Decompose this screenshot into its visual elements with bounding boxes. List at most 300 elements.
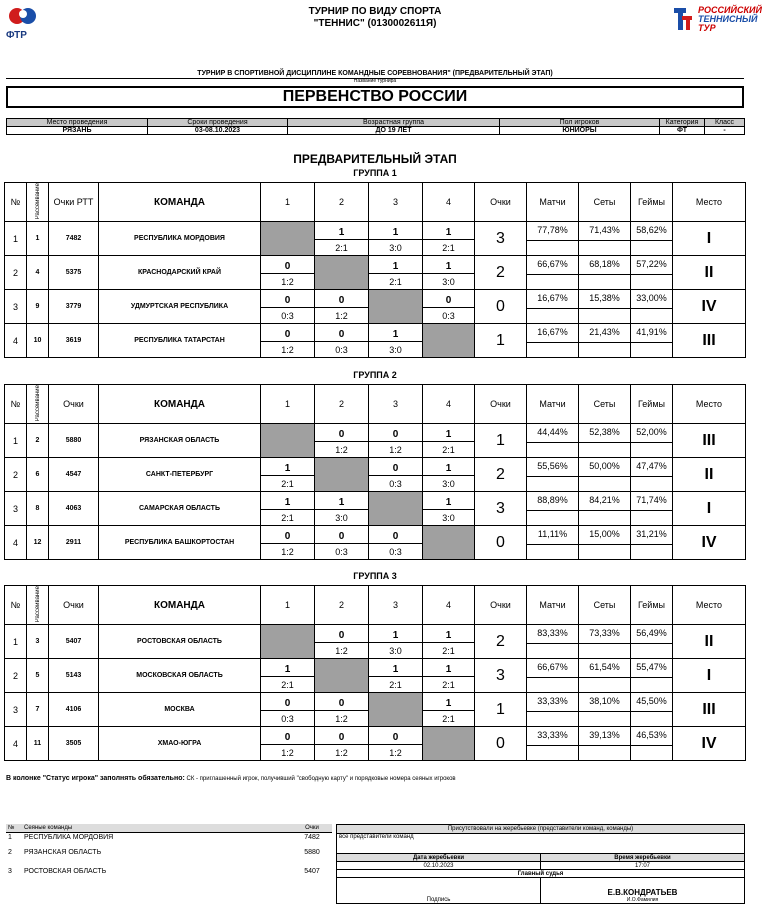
match-score: 1:2 [335,713,348,724]
match-result [315,324,369,358]
team-matches-pct: 33,33% [527,727,578,746]
draw-time: 17:07 [541,862,745,870]
header-opponent: 3 [369,385,423,424]
referee-block [541,878,745,904]
team-sets-pct: 15,00% [579,526,630,545]
header-seed-label: Рассеивание [34,183,41,220]
team-sets-pct: 68,18% [579,256,630,275]
team-matches [527,222,579,256]
match-score: 2:1 [442,645,455,656]
match-result [423,458,475,492]
team-name: РОСТОВСКАЯ ОБЛАСТЬ [99,625,261,659]
team-seed: 11 [27,727,49,761]
match-win: 0 [315,727,368,745]
referee-name: Е.В.КОНДРАТЬЕВ [607,888,678,897]
info-venue: РЯЗАНЬ [7,127,148,135]
team-row [5,424,746,458]
group-header-row [5,586,746,625]
team-sets-pct: 15,38% [579,290,630,309]
seeded-row [6,832,332,843]
match-score: 0:3 [281,310,294,321]
match-result [369,256,423,290]
team-row [5,458,746,492]
header-opponent: 2 [315,586,369,625]
match-result [369,526,423,560]
header-team: КОМАНДА [99,385,261,424]
team-no: 4 [5,526,27,560]
team-games-pct: 47,47% [631,458,672,477]
team-no: 1 [5,424,27,458]
match-result [423,492,475,526]
team-matches [527,324,579,358]
match-win: 0 [315,424,368,442]
seeded-header-no: № [6,824,22,832]
team-row [5,256,746,290]
team-games [631,256,673,290]
team-place: III [673,324,746,358]
team-games-pct: 31,21% [631,526,672,545]
team-place: II [673,256,746,290]
team-games [631,526,673,560]
pct-blank [527,678,578,693]
header-opponent: 4 [423,183,475,222]
seeded-points: 7482 [304,834,320,842]
team-place: I [673,659,746,693]
match-result [261,727,315,761]
match-result [261,526,315,560]
match-result [261,290,315,324]
group-title: ГРУППА 2 [353,370,397,380]
pct-blank [631,343,672,358]
pct-blank [631,275,672,290]
team-row [5,727,746,761]
ftr-logo [4,4,44,40]
team-matches [527,526,579,560]
signature-label: Подпись [337,878,541,904]
team-sets [579,693,631,727]
match-win: 0 [423,290,474,308]
team-games [631,659,673,693]
pct-blank [631,545,672,560]
match-result [315,492,369,526]
header-seed-label: Рассеивание [34,385,41,422]
team-seed: 7 [27,693,49,727]
pct-blank [579,241,630,256]
referee-label: Главный судья [337,870,745,878]
team-matches-pct: 83,33% [527,625,578,644]
team-matches-pct: 44,44% [527,424,578,443]
match-win: 0 [315,693,368,711]
match-result [261,324,315,358]
team-games [631,222,673,256]
self-cell [369,693,423,727]
team-sets [579,727,631,761]
match-result [423,222,475,256]
header-no: № [5,586,27,625]
pct-blank [527,477,578,492]
match-result [423,693,475,727]
match-result [261,256,315,290]
header-opponent: 1 [261,586,315,625]
header-opponent: 2 [315,183,369,222]
info-header-gender: Пол игроков [500,119,660,127]
team-seed: 6 [27,458,49,492]
team-games [631,324,673,358]
team-matches-pct: 16,67% [527,290,578,309]
team-seed: 4 [27,256,49,290]
pct-blank [631,746,672,761]
header-line1: ТУРНИР ПО ВИДУ СПОРТА [308,6,442,17]
header-seed [27,183,49,222]
seeded-header-points: Очки [292,824,332,832]
match-score: 1:2 [281,747,294,758]
team-row [5,290,746,324]
seeded-teams-table [6,824,332,881]
match-win: 1 [423,458,474,476]
team-no: 2 [5,458,27,492]
match-score: 2:1 [442,242,455,253]
team-name: САМАРСКАЯ ОБЛАСТЬ [99,492,261,526]
pct-blank [527,511,578,526]
team-sets [579,625,631,659]
draw-date-label: Дата жеребьевки [337,854,541,862]
team-points: 0 [475,727,527,761]
team-sets [579,492,631,526]
team-points: 1 [475,693,527,727]
header-points: Очки [475,183,527,222]
match-result [369,324,423,358]
match-score: 1:2 [335,747,348,758]
seeded-row [6,843,332,862]
team-place: IV [673,290,746,324]
team-matches [527,625,579,659]
team-matches-pct: 77,78% [527,222,578,241]
match-win: 1 [423,693,474,711]
header-no: № [5,385,27,424]
rtt-logo-line1: РОССИЙСКИЙ [698,5,762,15]
team-matches-pct: 55,56% [527,458,578,477]
match-score: 0:3 [335,344,348,355]
team-games [631,727,673,761]
header-opponent: 3 [369,183,423,222]
self-cell [315,256,369,290]
match-result [423,659,475,693]
self-cell [315,659,369,693]
match-score: 2:1 [389,276,402,287]
team-points: 2 [475,625,527,659]
team-name: РЯЗАНСКАЯ ОБЛАСТЬ [99,424,261,458]
match-score: 1:2 [281,546,294,557]
team-rating: 5880 [49,424,99,458]
header-place: Место [673,586,746,625]
team-row [5,492,746,526]
pct-blank [527,712,578,727]
team-no: 3 [5,492,27,526]
team-seed: 2 [27,424,49,458]
header-points: Очки [475,385,527,424]
info-header-venue: Место проведения [7,119,148,127]
team-games [631,290,673,324]
match-score: 3:0 [442,478,455,489]
team-rating: 4063 [49,492,99,526]
pct-blank [579,275,630,290]
team-games-pct: 45,50% [631,693,672,712]
team-seed: 1 [27,222,49,256]
header-matches: Матчи [527,385,579,424]
header-seed [27,586,49,625]
info-age: ДО 19 ЛЕТ [288,127,500,135]
match-win: 1 [369,324,422,342]
match-win: 1 [315,222,368,240]
team-no: 2 [5,256,27,290]
pct-blank [579,343,630,358]
team-points: 2 [475,458,527,492]
team-rating: 3779 [49,290,99,324]
pct-blank [579,678,630,693]
match-win: 0 [369,424,422,442]
match-result [315,222,369,256]
pct-blank [527,746,578,761]
team-sets-pct: 84,21% [579,492,630,511]
status-note [6,775,456,782]
match-score: 0:3 [335,546,348,557]
header-matches: Матчи [527,183,579,222]
pct-blank [579,511,630,526]
header-games: Геймы [631,385,673,424]
match-score: 1:2 [335,645,348,656]
match-result [423,256,475,290]
team-rating: 3619 [49,324,99,358]
team-points: 1 [475,424,527,458]
match-score: 2:1 [335,242,348,253]
header-opponent: 3 [369,586,423,625]
self-cell [369,492,423,526]
match-win: 0 [315,290,368,308]
team-name: УДМУРТСКАЯ РЕСПУБЛИКА [99,290,261,324]
team-sets-pct: 39,13% [579,727,630,746]
pct-blank [579,644,630,659]
status-note-text: СК - приглашенный игрок, получивший "свободную карту" и порядковые номера сеяных игроков [186,776,456,782]
match-win: 0 [369,526,422,544]
match-result [369,424,423,458]
present-header: Присутствовали на жеребьевке (представители команд, команды) [337,825,745,834]
info-class: - [705,127,745,135]
match-win: 0 [261,727,314,745]
pct-blank [631,241,672,256]
group-table [4,585,746,761]
present-value: все представители команд [337,834,745,854]
match-win: 1 [261,492,314,510]
header-sets: Сеты [579,385,631,424]
self-cell [261,222,315,256]
team-name: РЕСПУБЛИКА БАШКОРТОСТАН [99,526,261,560]
team-sets [579,526,631,560]
match-win: 0 [261,256,314,274]
match-score: 2:1 [389,679,402,690]
team-matches-pct: 16,67% [527,324,578,343]
team-matches-pct: 66,67% [527,659,578,678]
pct-blank [579,545,630,560]
pct-blank [527,241,578,256]
match-result [423,424,475,458]
match-score: 1:2 [281,344,294,355]
seeded-no: 3 [8,868,12,875]
match-result [369,625,423,659]
match-score: 0:3 [389,546,402,557]
match-result [369,458,423,492]
header-sets: Сеты [579,183,631,222]
team-rating: 5375 [49,256,99,290]
pct-blank [579,443,630,458]
header-team: КОМАНДА [99,586,261,625]
match-result [261,458,315,492]
self-cell [423,324,475,358]
name-caption: Название турнира [353,78,397,84]
team-seed: 10 [27,324,49,358]
match-score: 2:1 [442,713,455,724]
team-seed: 5 [27,659,49,693]
team-matches [527,727,579,761]
team-points: 2 [475,256,527,290]
header-place: Место [673,183,746,222]
team-sets [579,424,631,458]
team-no: 1 [5,625,27,659]
team-no: 3 [5,693,27,727]
match-win: 1 [369,222,422,240]
pct-blank [579,746,630,761]
match-win: 1 [423,492,474,510]
match-score: 1:2 [389,747,402,758]
team-sets-pct: 61,54% [579,659,630,678]
group-title: ГРУППА 1 [353,168,397,178]
seeded-no: 1 [8,834,12,842]
header-team: КОМАНДА [99,183,261,222]
match-win: 1 [423,222,474,240]
team-sets-pct: 71,43% [579,222,630,241]
header-seed-label: Рассеивание [34,586,41,623]
team-games-pct: 46,53% [631,727,672,746]
match-win: 0 [261,290,314,308]
match-score: 1:2 [281,276,294,287]
team-place: I [673,222,746,256]
header-points-rtt: Очки [49,586,99,625]
match-result [315,727,369,761]
seeded-row [6,862,332,881]
pct-blank [631,443,672,458]
team-seed: 12 [27,526,49,560]
match-score: 3:0 [442,512,455,523]
header-games: Геймы [631,586,673,625]
team-matches [527,693,579,727]
match-score: 3:0 [389,242,402,253]
team-sets [579,324,631,358]
team-place: IV [673,526,746,560]
match-score: 1:2 [389,444,402,455]
team-sets-pct: 21,43% [579,324,630,343]
seeded-no: 2 [8,849,12,856]
match-win: 1 [369,659,422,677]
info-header-category: Категория [660,119,705,127]
team-matches [527,424,579,458]
team-points: 3 [475,659,527,693]
team-place: IV [673,727,746,761]
team-sets [579,458,631,492]
stage-title: ПРЕДВАРИТЕЛЬНЫЙ ЭТАП [293,152,457,166]
team-rating: 5407 [49,625,99,659]
match-score: 2:1 [281,679,294,690]
match-win: 0 [369,458,422,476]
header-games: Геймы [631,183,673,222]
match-win: 0 [261,324,314,342]
seeded-team: РОСТОВСКАЯ ОБЛАСТЬ [24,868,107,875]
team-matches [527,659,579,693]
header-seed [27,385,49,424]
team-games [631,458,673,492]
group-header-row [5,385,746,424]
info-dates: 03-08.10.2023 [148,127,288,135]
team-row [5,222,746,256]
draw-date: 02.10.2023 [337,862,541,870]
pct-blank [527,545,578,560]
pct-blank [527,343,578,358]
team-games-pct: 52,00% [631,424,672,443]
team-points: 0 [475,526,527,560]
team-matches-pct: 11,11% [527,526,578,545]
match-score: 3:0 [389,344,402,355]
self-cell [423,526,475,560]
self-cell [423,727,475,761]
match-result [369,222,423,256]
team-place: II [673,625,746,659]
team-rating: 5143 [49,659,99,693]
match-win: 1 [423,424,474,442]
match-win: 1 [369,256,422,274]
header-no: № [5,183,27,222]
header-opponent: 1 [261,183,315,222]
page-header [200,6,550,30]
team-games-pct: 41,91% [631,324,672,343]
header-place: Место [673,385,746,424]
match-result [315,625,369,659]
team-rating: 4106 [49,693,99,727]
team-matches [527,492,579,526]
team-no: 4 [5,324,27,358]
match-score: 2:1 [442,679,455,690]
team-no: 4 [5,727,27,761]
team-place: II [673,458,746,492]
team-seed: 9 [27,290,49,324]
match-win: 1 [423,625,474,643]
team-rating: 2911 [49,526,99,560]
match-win: 0 [315,625,368,643]
header-matches: Матчи [527,586,579,625]
match-win: 0 [261,693,314,711]
pct-blank [527,443,578,458]
info-header-class: Класс [705,119,745,127]
match-result [369,727,423,761]
header-opponent: 4 [423,586,475,625]
pct-blank [631,644,672,659]
match-win: 1 [423,256,474,274]
match-score: 2:1 [442,444,455,455]
match-win: 0 [261,526,314,544]
pct-blank [579,477,630,492]
team-place: I [673,492,746,526]
team-sets [579,222,631,256]
match-score: 2:1 [281,512,294,523]
team-name: КРАСНОДАРСКИЙ КРАЙ [99,256,261,290]
pct-blank [527,309,578,324]
